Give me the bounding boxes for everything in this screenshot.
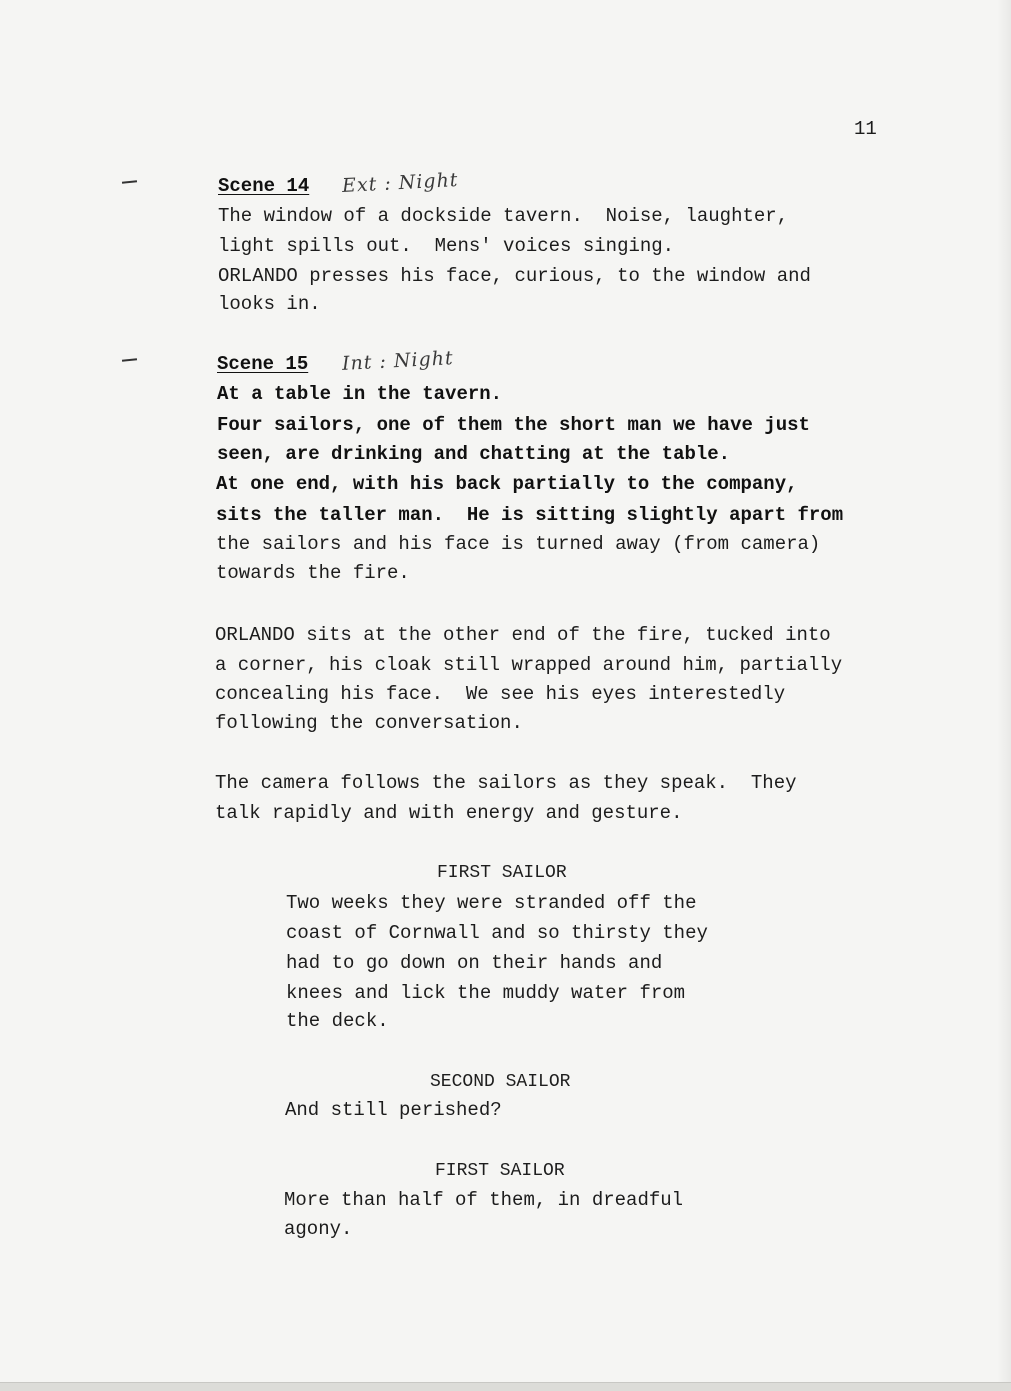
margin-dash-mark [122, 358, 137, 362]
scene-15-line: talk rapidly and with energy and gesture. [215, 802, 683, 824]
dialogue-line: More than half of them, in dreadful [284, 1189, 684, 1211]
page-number: 11 [854, 118, 877, 140]
scene-15-line: a corner, his cloak still wrapped around him, partially [215, 654, 843, 676]
scene-14-line: ORLANDO presses his face, curious, to the window and [218, 265, 811, 287]
scene-15-line: seen, are drinking and chatting at the table. [217, 443, 731, 465]
scene-15-line: sits the taller man. He is sitting slightly apart from [216, 504, 844, 526]
page-shadow [997, 0, 1011, 1391]
dialogue-line: Two weeks they were stranded off the [286, 892, 697, 914]
scene-15-line: Four sailors, one of them the short man we have just [217, 414, 810, 436]
scene-14-handwritten-note: Ext : Night [341, 168, 459, 198]
scene-14-heading: Scene 14 [218, 175, 310, 197]
dialogue-line: the deck. [286, 1010, 389, 1032]
scene-15-line: At a table in the tavern. [217, 383, 503, 405]
scene-14-line: The window of a dockside tavern. Noise, laughter, [218, 205, 789, 227]
character-name: FIRST SAILOR [435, 1161, 565, 1181]
dialogue-line: knees and lick the muddy water from [286, 982, 686, 1004]
scene-15-line: At one end, with his back partially to the company, [216, 473, 798, 495]
scene-14-line: light spills out. Mens' voices singing. [218, 235, 675, 257]
scene-15-heading: Scene 15 [217, 353, 309, 375]
scene-14-line: looks in. [218, 293, 321, 315]
character-name: FIRST SAILOR [437, 863, 567, 883]
scene-15-line: concealing his face. We see his eyes interestedly [215, 683, 786, 705]
dialogue-line: had to go down on their hands and [286, 952, 663, 974]
dialogue-line: And still perished? [285, 1099, 502, 1121]
scene-15-line: following the conversation. [215, 712, 523, 734]
scene-15-line: The camera follows the sailors as they speak. They [215, 772, 797, 794]
page-bottom-edge [0, 1382, 1011, 1391]
dialogue-line: agony. [284, 1218, 353, 1240]
character-name: SECOND SAILOR [430, 1072, 571, 1092]
scene-15-line: ORLANDO sits at the other end of the fire, tucked into [215, 624, 831, 646]
margin-dash-mark [122, 180, 137, 184]
dialogue-line: coast of Cornwall and so thirsty they [286, 922, 708, 944]
scene-15-line: the sailors and his face is turned away (from camera) [216, 533, 821, 555]
scene-15-line: towards the fire. [216, 562, 410, 584]
scene-15-handwritten-note: Int : Night [341, 347, 455, 375]
